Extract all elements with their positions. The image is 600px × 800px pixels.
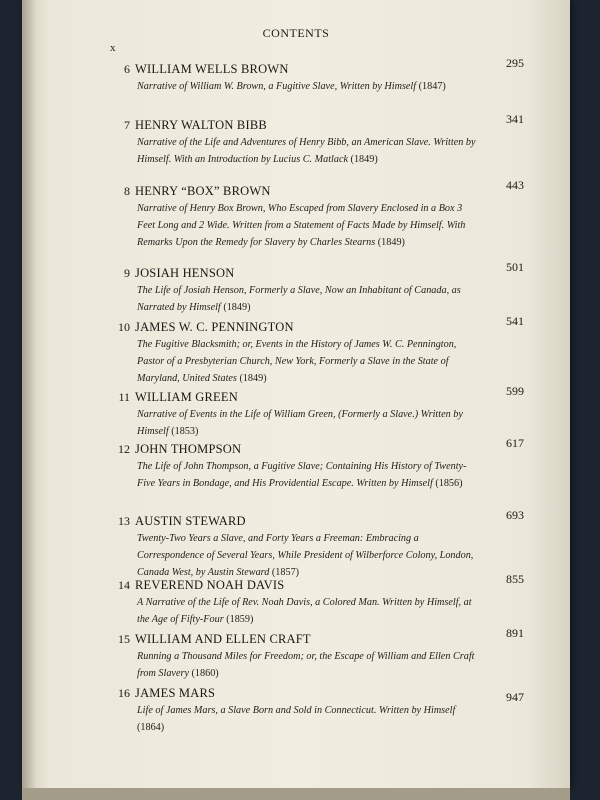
entry-number: 13 <box>118 514 130 528</box>
entry-title: Narrative of the Life and Adventures of Henry Bibb, an American Slave. Written by Himself. With an Introduction by Lucius C. Matlack <box>137 137 476 165</box>
entry-year: (1847) <box>418 81 446 92</box>
entry-title: The Life of Josiah Henson, Formerly a Slave, Now an Inhabitant of Canada, as Narrated by Himself <box>137 285 461 313</box>
entry-author: JOHN THOMPSON <box>135 442 242 456</box>
entry-description <box>137 594 482 628</box>
entry-number: 12 <box>118 442 130 456</box>
entry-number: 7 <box>124 118 130 132</box>
page-header: CONTENTS <box>262 26 330 40</box>
entry-year: (1849) <box>350 154 378 165</box>
entry-description <box>137 336 482 387</box>
entry-title: Narrative of Henry Box Brown, Who Escaped from Slavery Enclosed in a Box 3 Feet Long and 2 Wide. Written from a Statement of Facts Made by Himself. With Remarks Upon the Remedy for Slavery by Charles Stearns <box>137 203 466 248</box>
entry-page: 295 <box>506 56 524 70</box>
entry-author: REVEREND NOAH DAVIS <box>135 578 285 592</box>
entry-description <box>137 530 482 581</box>
entry-page: 693 <box>506 508 524 522</box>
entry-number: 9 <box>124 266 130 280</box>
entry-title: Running a Thousand Miles for Freedom; or, the Escape of William and Ellen Craft from Slavery <box>137 651 475 679</box>
entry-page: 501 <box>506 260 524 274</box>
entry-number: 14 <box>118 578 130 592</box>
entry-title: Twenty-Two Years a Slave, and Forty Years a Freeman: Embracing a Correspondence of Several Years, While President of Wilberforce Colony, London, Canada West, by Austin Steward <box>137 533 474 578</box>
entry-author: JAMES MARS <box>135 686 216 700</box>
entry-description <box>137 458 482 492</box>
entry-description <box>137 702 482 736</box>
entry-year: (1859) <box>226 614 254 625</box>
entry-title: Narrative of William W. Brown, a Fugitive Slave, Written by Himself <box>137 81 417 92</box>
entry-description <box>137 282 482 316</box>
entry-title: The Life of John Thompson, a Fugitive Slave; Containing His History of Twenty-Five Years in Bondage, and His Providential Escape. Written by Himself <box>137 461 467 489</box>
entry-number: 10 <box>118 320 130 334</box>
entry-description <box>137 134 482 168</box>
entry-author: WILLIAM AND ELLEN CRAFT <box>135 632 311 646</box>
entry-title: Narrative of Events in the Life of William Green, (Formerly a Slave.) Written by Himself <box>137 409 463 437</box>
page-number: x <box>110 42 116 54</box>
entry-title: The Fugitive Blacksmith; or, Events in the History of James W. C. Pennington, Pastor of a Presbyterian Church, New York, Formerly a Slave in the State of Maryland, United States <box>137 339 457 384</box>
entry-year: (1849) <box>223 302 251 313</box>
entry-page: 599 <box>506 384 524 398</box>
entry-page: 443 <box>506 178 524 192</box>
entry-author: HENRY “BOX” BROWN <box>135 184 271 198</box>
entry-year: (1860) <box>191 668 219 679</box>
entry-year: (1857) <box>271 567 300 578</box>
entry-title: Life of James Mars, a Slave Born and Sold in Connecticut. Written by Himself <box>137 705 456 716</box>
entry-author: AUSTIN STEWARD <box>135 514 246 528</box>
entry-author: HENRY WALTON BIBB <box>135 118 267 132</box>
entry-description <box>137 648 482 682</box>
entry-number: 16 <box>118 686 130 700</box>
entry-page: 891 <box>506 626 524 640</box>
page-bottom-edge <box>22 788 570 800</box>
entry-number: 8 <box>124 184 130 198</box>
entry-year: (1849) <box>377 237 405 248</box>
entry-author: WILLIAM GREEN <box>135 390 238 404</box>
entry-page: 617 <box>506 436 524 450</box>
entry-author: JAMES W. C. PENNINGTON <box>135 320 294 334</box>
entry-description <box>137 406 482 440</box>
entry-page: 947 <box>506 690 524 704</box>
entry-year: (1849) <box>239 373 267 384</box>
entry-year: (1853) <box>171 426 199 437</box>
entry-title: A Narrative of the Life of Rev. Noah Davis, a Colored Man. Written by Himself, at the Age of Fifty-Four <box>137 597 472 625</box>
entry-year: (1864) <box>137 722 165 733</box>
entry-author: WILLIAM WELLS BROWN <box>135 62 289 76</box>
entry-year: (1856) <box>435 478 463 489</box>
entry-number: 11 <box>118 390 130 404</box>
entry-number: 6 <box>124 62 130 76</box>
entry-author: JOSIAH HENSON <box>135 266 235 280</box>
entry-number: 15 <box>118 632 130 646</box>
entry-page: 855 <box>506 572 524 586</box>
entry-page: 541 <box>506 314 524 328</box>
page-gutter-shadow <box>22 0 36 788</box>
entry-description <box>137 78 482 95</box>
entry-page: 341 <box>506 112 524 126</box>
entry-description <box>137 200 482 251</box>
book-page <box>22 0 570 788</box>
